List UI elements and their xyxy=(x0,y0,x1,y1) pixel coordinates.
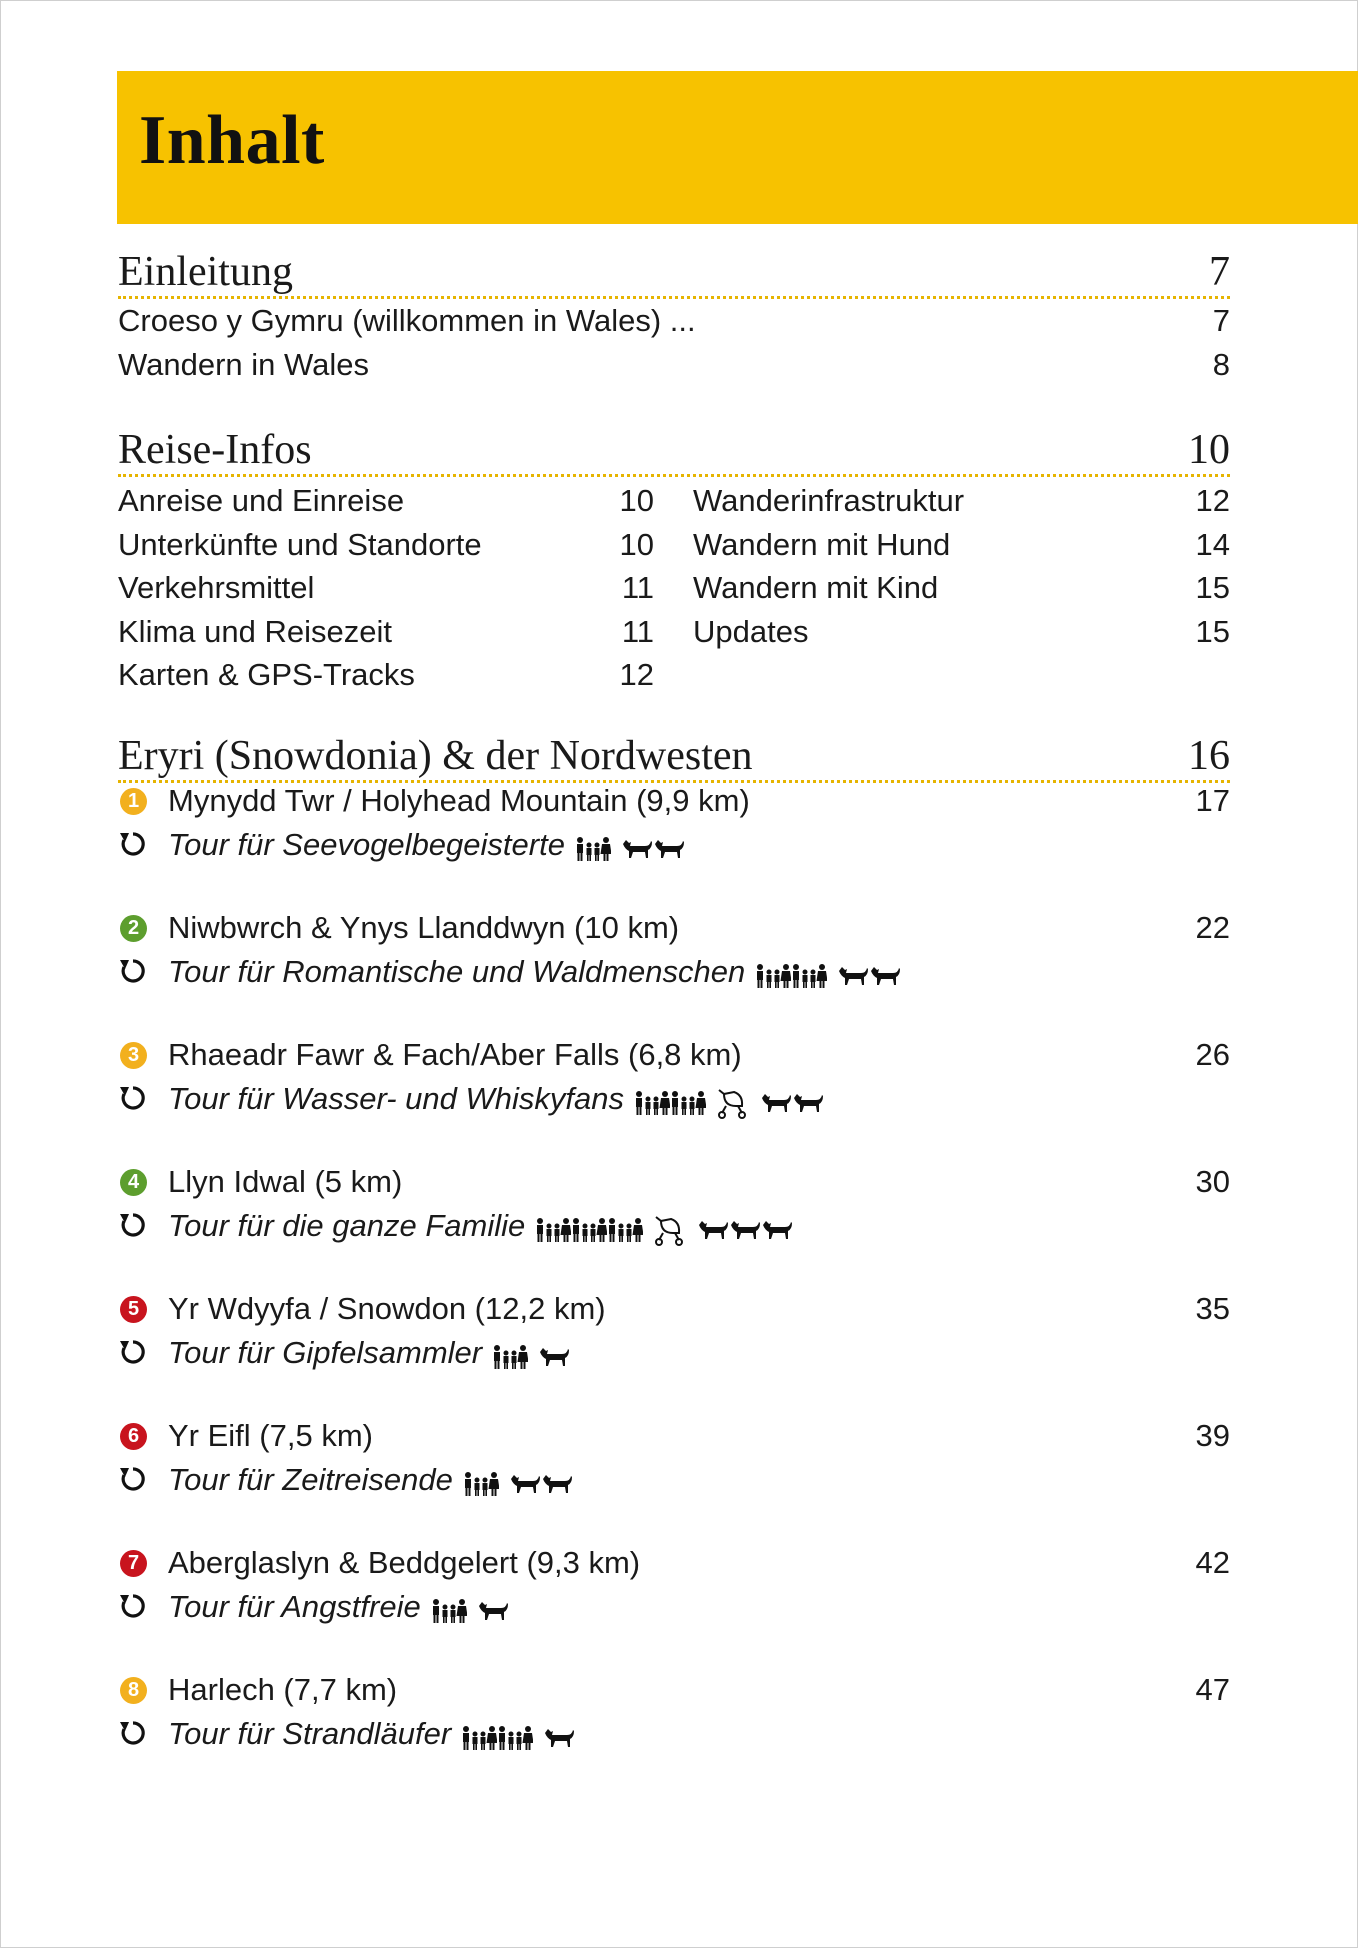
dog-icon xyxy=(543,1727,575,1749)
tour-subtitle: Tour für Strandläufer xyxy=(168,1716,452,1751)
tour-title: Aberglaslyn & Beddgelert (9,3 km) xyxy=(168,1545,641,1580)
tour-subtitle-row xyxy=(118,952,1230,992)
tour-entry[interactable] xyxy=(118,1543,1230,1583)
tour-title: Rhaeadr Fawr & Fach/Aber Falls (6,8 km) xyxy=(168,1037,742,1072)
tour-title: Harlech (7,7 km) xyxy=(168,1672,398,1707)
entry-page: 15 xyxy=(1195,614,1230,649)
toc-entry[interactable] xyxy=(118,525,654,565)
tour-subtitle-row xyxy=(118,1206,1230,1246)
entry-title: Croeso y Gymru (willkommen in Wales) ... xyxy=(118,303,696,338)
family-icon xyxy=(607,1217,643,1243)
toc-entry[interactable] xyxy=(118,345,1230,385)
section-page: 7 xyxy=(1209,249,1230,295)
family-icon xyxy=(535,1217,571,1243)
family-icon xyxy=(431,1598,467,1624)
entry-title: Unterkünfte und Standorte xyxy=(118,527,482,562)
tour-suitability-icons xyxy=(463,1462,583,1502)
dog-icon xyxy=(760,1092,792,1114)
entry-page: 10 xyxy=(619,527,654,562)
family-icon xyxy=(634,1090,670,1116)
tour-entry[interactable] xyxy=(118,781,1230,821)
family-icon xyxy=(670,1090,706,1116)
tour-number-badge: 7 xyxy=(120,1550,147,1577)
tour-number-badge: 5 xyxy=(120,1296,147,1323)
section-title: Reise-Infos xyxy=(118,427,312,473)
stroller-icon xyxy=(716,1086,750,1120)
tour-number-badge: 1 xyxy=(120,788,147,815)
entry-title: Wandern mit Hund xyxy=(693,527,951,562)
toc-entry[interactable] xyxy=(693,525,1230,565)
entry-title: Karten & GPS-Tracks xyxy=(118,657,415,692)
tour-subtitle: Tour für die ganze Familie xyxy=(168,1208,526,1243)
tour-title: Mynydd Twr / Holyhead Mountain (9,9 km) xyxy=(168,783,750,818)
family-icon xyxy=(575,836,611,862)
entry-title: Wandern mit Kind xyxy=(693,570,939,605)
loop-arrow-icon xyxy=(118,1337,148,1367)
toc-entry[interactable] xyxy=(693,481,1230,521)
family-icon xyxy=(461,1725,497,1751)
tour-entry[interactable] xyxy=(118,1670,1230,1710)
section-title: Eryri (Snowdonia) & der Nordwesten xyxy=(118,733,753,779)
entry-page: 12 xyxy=(619,657,654,692)
tour-suitability-icons xyxy=(461,1716,585,1756)
title-band xyxy=(117,71,1358,224)
tour-subtitle-row xyxy=(118,1079,1230,1119)
entry-title: Klima und Reisezeit xyxy=(118,614,392,649)
entry-page: 7 xyxy=(1212,303,1230,338)
tour-page: 47 xyxy=(1195,1672,1230,1707)
tour-page: 39 xyxy=(1195,1418,1230,1453)
tour-page: 30 xyxy=(1195,1164,1230,1199)
tour-suitability-icons xyxy=(492,1335,580,1375)
tour-number-badge: 8 xyxy=(120,1677,147,1704)
tour-subtitle: Tour für Angstfreie xyxy=(168,1589,421,1624)
dog-icon xyxy=(538,1346,570,1368)
loop-arrow-icon xyxy=(118,829,148,859)
tour-entry[interactable] xyxy=(118,1162,1230,1202)
toc-entry[interactable] xyxy=(118,481,654,521)
entry-page: 10 xyxy=(619,483,654,518)
tour-number-badge: 2 xyxy=(120,915,147,942)
toc-entry[interactable] xyxy=(118,301,1230,341)
loop-arrow-icon xyxy=(118,1210,148,1240)
dog-icon xyxy=(621,838,653,860)
tour-entry[interactable] xyxy=(118,908,1230,948)
tour-subtitle: Tour für Romantische und Waldmenschen xyxy=(168,954,746,989)
tour-number-badge: 6 xyxy=(120,1423,147,1450)
tour-subtitle: Tour für Wasser- und Whiskyfans xyxy=(168,1081,624,1116)
tour-subtitle-row xyxy=(118,1333,1230,1373)
entry-title: Anreise und Einreise xyxy=(118,483,405,518)
toc-entry[interactable] xyxy=(693,568,1230,608)
loop-arrow-icon xyxy=(118,1464,148,1494)
dog-icon xyxy=(653,838,685,860)
dog-icon xyxy=(541,1473,573,1495)
family-icon xyxy=(492,1344,528,1370)
dog-icon xyxy=(869,965,901,987)
family-icon xyxy=(791,963,827,989)
dog-icon xyxy=(477,1600,509,1622)
tour-entry[interactable] xyxy=(118,1416,1230,1456)
toc-entry[interactable] xyxy=(118,568,654,608)
toc-entry[interactable] xyxy=(693,612,1230,652)
tour-subtitle-row xyxy=(118,1460,1230,1500)
dog-icon xyxy=(697,1219,729,1241)
dog-icon xyxy=(509,1473,541,1495)
entry-page: 15 xyxy=(1195,570,1230,605)
loop-arrow-icon xyxy=(118,956,148,986)
entry-title: Wandern in Wales xyxy=(118,347,369,382)
family-icon xyxy=(571,1217,607,1243)
section-title: Einleitung xyxy=(118,249,293,295)
entry-page: 12 xyxy=(1195,483,1230,518)
tour-subtitle: Tour für Gipfelsammler xyxy=(168,1335,483,1370)
tour-subtitle-row xyxy=(118,1587,1230,1627)
family-icon xyxy=(755,963,791,989)
page-title: Inhalt xyxy=(139,102,325,179)
toc-entry[interactable] xyxy=(118,655,654,695)
tour-page: 26 xyxy=(1195,1037,1230,1072)
entry-page: 8 xyxy=(1212,347,1230,382)
entry-title: Wanderinfrastruktur xyxy=(693,483,965,518)
dog-icon xyxy=(792,1092,824,1114)
entry-title: Verkehrsmittel xyxy=(118,570,315,605)
tour-page: 35 xyxy=(1195,1291,1230,1326)
tour-title: Yr Eifl (7,5 km) xyxy=(168,1418,373,1453)
section-page: 16 xyxy=(1188,733,1230,779)
tour-suitability-icons xyxy=(535,1208,803,1248)
entry-page: 11 xyxy=(621,614,654,649)
tour-title: Llyn Idwal (5 km) xyxy=(168,1164,403,1199)
tour-entry[interactable] xyxy=(118,1035,1230,1075)
dog-icon xyxy=(837,965,869,987)
family-icon xyxy=(497,1725,533,1751)
dog-icon xyxy=(761,1219,793,1241)
section-page: 10 xyxy=(1188,427,1230,473)
tour-page: 17 xyxy=(1195,783,1230,818)
dog-icon xyxy=(729,1219,761,1241)
tour-subtitle: Tour für Seevogelbegeisterte xyxy=(168,827,565,862)
tour-number-badge: 3 xyxy=(120,1042,147,1069)
tour-suitability-icons xyxy=(575,827,695,867)
tour-number-badge: 4 xyxy=(120,1169,147,1196)
stroller-icon xyxy=(653,1213,687,1247)
section-heading-reise-infos[interactable] xyxy=(118,418,1230,477)
tour-subtitle-row xyxy=(118,825,1230,865)
section-heading-einleitung[interactable] xyxy=(118,240,1230,299)
entry-page: 14 xyxy=(1195,527,1230,562)
loop-arrow-icon xyxy=(118,1718,148,1748)
toc-entry[interactable] xyxy=(118,612,654,652)
tour-suitability-icons xyxy=(755,954,911,994)
tour-page: 42 xyxy=(1195,1545,1230,1580)
tour-page: 22 xyxy=(1195,910,1230,945)
tour-title: Niwbwrch & Ynys Llanddwyn (10 km) xyxy=(168,910,680,945)
loop-arrow-icon xyxy=(118,1083,148,1113)
tour-subtitle-row xyxy=(118,1714,1230,1754)
tour-subtitle: Tour für Zeitreisende xyxy=(168,1462,453,1497)
entry-title: Updates xyxy=(693,614,809,649)
family-icon xyxy=(463,1471,499,1497)
tour-suitability-icons xyxy=(634,1081,834,1121)
tour-title: Yr Wdyyfa / Snowdon (12,2 km) xyxy=(168,1291,606,1326)
entry-page: 11 xyxy=(621,570,654,605)
tour-entry[interactable] xyxy=(118,1289,1230,1329)
section-heading-eryri[interactable] xyxy=(118,724,1230,783)
loop-arrow-icon xyxy=(118,1591,148,1621)
tour-suitability-icons xyxy=(431,1589,519,1629)
